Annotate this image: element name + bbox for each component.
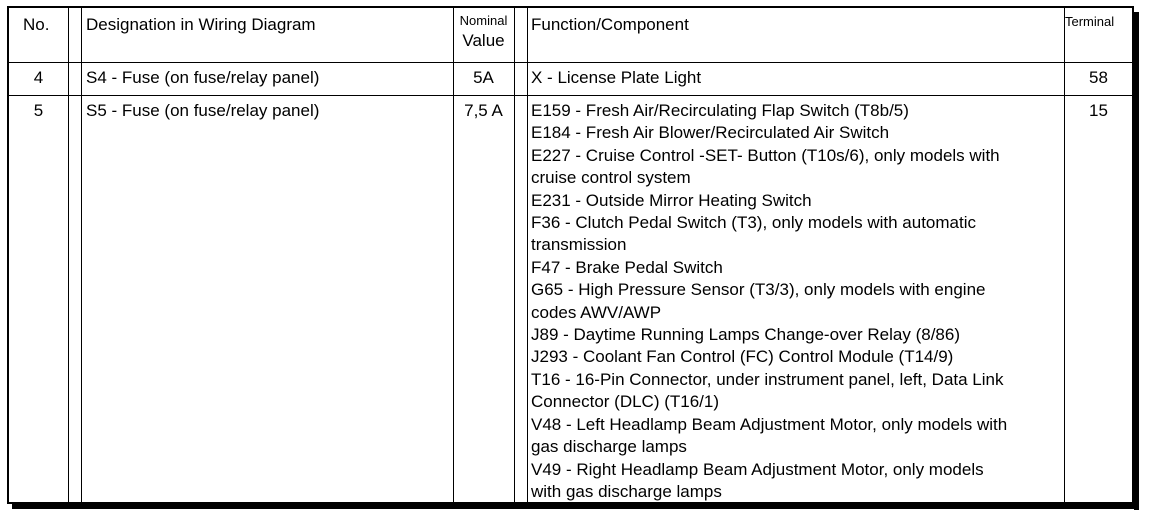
row-5-no: 5: [33, 101, 44, 120]
function-line: V49 - Right Headlamp Beam Adjustment Motor, only models: [531, 459, 984, 479]
column-divider: [527, 8, 528, 502]
frame-shadow-right: [1134, 12, 1139, 510]
row-divider: [9, 95, 1132, 96]
fuse-table: [7, 6, 1134, 504]
function-line: codes AWV/AWP: [531, 302, 662, 322]
column-divider: [514, 8, 515, 502]
function-line: V48 - Left Headlamp Beam Adjustment Motor, only models with: [531, 414, 1008, 434]
function-line: F36 - Clutch Pedal Switch (T3), only models with automatic: [531, 213, 977, 233]
header-designation: Designation in Wiring Diagram: [86, 15, 316, 34]
function-line: cruise control system: [531, 168, 691, 188]
row-4-function: [531, 67, 701, 89]
function-line: X - License Plate Light: [531, 68, 702, 87]
column-divider: [68, 8, 69, 502]
function-line: J293 - Coolant Fan Control (FC) Control Module (T14/9): [531, 347, 954, 367]
frame-shadow-bottom: [12, 504, 1139, 509]
row-4-value: 5A: [473, 68, 494, 87]
function-line: E227 - Cruise Control -SET- Button (T10s/6), only models with: [531, 145, 1000, 165]
header-value: Value: [462, 31, 505, 50]
function-line: T16 - 16-Pin Connector, under instrument panel, left, Data Link: [531, 369, 1004, 389]
row-5-function: [531, 100, 1007, 503]
row-5-value: 7,5 A: [464, 101, 503, 120]
header-terminal: Terminal: [1065, 14, 1115, 29]
header-nominal: Nominal: [459, 13, 508, 28]
function-line: E231 - Outside Mirror Heating Switch: [531, 190, 812, 210]
row-4-no: 4: [33, 68, 44, 87]
header-no: No.: [23, 15, 50, 34]
function-line: E159 - Fresh Air/Recirculating Flap Switch (T8b/5): [531, 101, 909, 120]
row-5-terminal: 15: [1089, 101, 1108, 120]
function-line: with gas discharge lamps: [531, 481, 722, 501]
row-4-designation: S4 - Fuse (on fuse/relay panel): [86, 68, 320, 87]
header-function: Function/Component: [531, 15, 689, 34]
row-4-terminal: 58: [1089, 68, 1108, 87]
function-line: E184 - Fresh Air Blower/Recirculated Air Switch: [531, 123, 890, 143]
column-divider: [81, 8, 82, 502]
function-line: transmission: [531, 235, 627, 255]
function-line: G65 - High Pressure Sensor (T3/3), only models with engine: [531, 280, 986, 300]
function-line: F47 - Brake Pedal Switch: [531, 257, 723, 277]
function-line: gas discharge lamps: [531, 437, 687, 457]
function-line: Connector (DLC) (T16/1): [531, 392, 720, 412]
header-divider: [9, 62, 1132, 63]
row-5-designation: S5 - Fuse (on fuse/relay panel): [86, 101, 320, 120]
function-line: J89 - Daytime Running Lamps Change-over Relay (8/86): [531, 325, 960, 345]
